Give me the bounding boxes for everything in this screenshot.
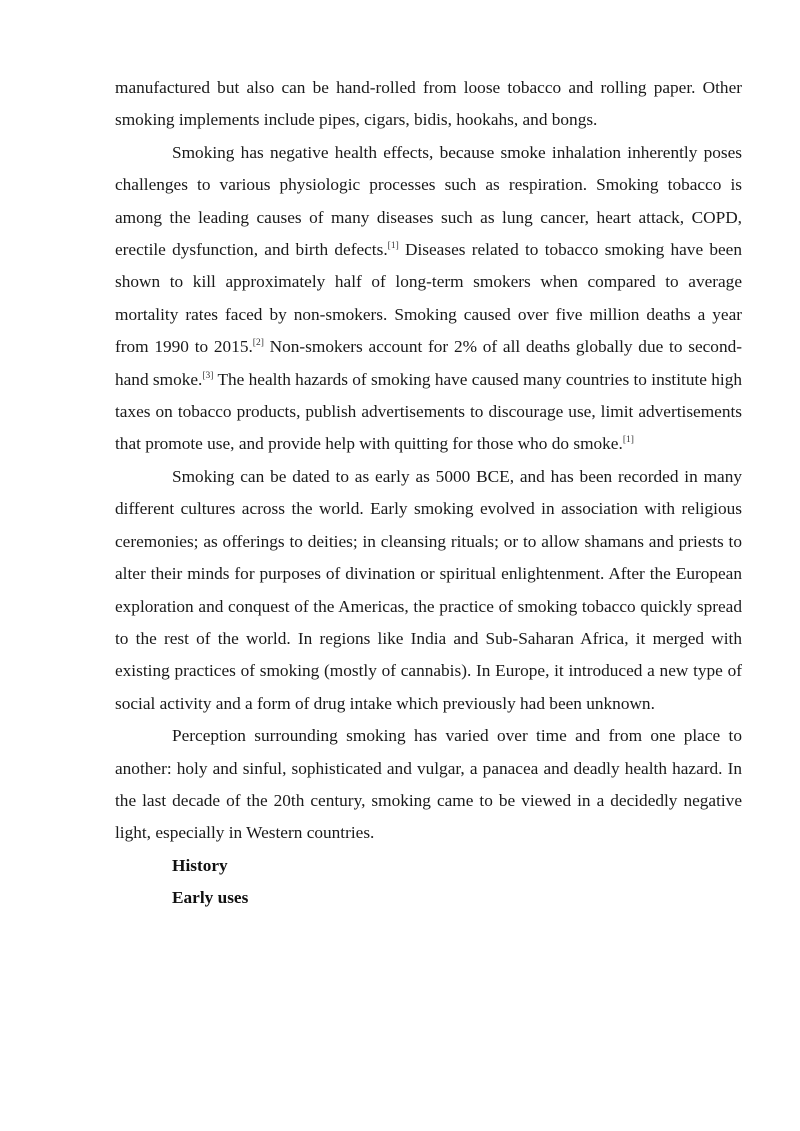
citation-ref[interactable]: [1]: [622, 435, 634, 446]
paragraph-text: Diseases related to tobacco smoking have been shown to kill approximately half of long-term smokers when compared to average mortality rates faced by non-smokers. Smoking caused over five million deaths a year from 1990 to 2015.: [115, 240, 742, 357]
paragraph-health-effects: [115, 137, 742, 461]
citation-ref[interactable]: [1]: [387, 241, 399, 252]
citation-ref[interactable]: [2]: [252, 338, 264, 349]
paragraph-text: The health hazards of smoking have caused many countries to institute high taxes on tobacco products, publish advertisements to discourage use, limit advertisements that promote use, and provide help with quitting for those who do smoke.: [115, 369, 742, 454]
document-body: [115, 72, 742, 915]
paragraph-text: Non-smokers account for 2% of all deaths globally due to second-hand smoke.: [115, 337, 742, 389]
paragraph-perception: [115, 720, 742, 850]
paragraph-text: Smoking has negative health effects, because smoke inhalation inherently poses challenges to various physiologic processes such as respiration. Smoking tobacco is among the leading causes of many diseases such as lung cancer, heart attack, COPD, erectile dysfunction, and birth defects.: [115, 142, 742, 260]
paragraph-text: Smoking can be dated to as early as 5000 BCE, and has been recorded in many different cultures across the world. Early smoking evolved in association with religious ceremonies; as offerings to deities; in cleansing rituals; or to allow shamans and priests to alter their minds for purposes of divination or spiritual enlightenment. After the European exploration and conquest of the Americas, the practice of smoking tobacco quickly spread to the rest of the world. In regions like India and Sub-Saharan Africa, it merged with existing practices of smoking (mostly of cannabis). In Europe, it introduced a new type of social activity and a form of drug intake which previously had been unknown.: [115, 466, 742, 713]
paragraph-text: Perception surrounding smoking has varied over time and from one place to another: holy and sinful, sophisticated and vulgar, a panacea and deadly health hazard. In the last decade of the 20th century, smoking came to be viewed in a decidedly negative light, especially in Western countries.: [115, 726, 742, 843]
paragraph-early-history: [115, 461, 742, 720]
paragraph-text: manufactured but also can be hand-rolled from loose tobacco and rolling paper. Other smoking implements include pipes, cigars, bidis, hookahs, and bongs.: [115, 78, 742, 130]
section-heading-history: History: [172, 855, 228, 875]
citation-ref[interactable]: [3]: [202, 370, 214, 381]
subsection-heading-early-uses: Early uses: [172, 888, 249, 908]
paragraph-intro-continuation: [115, 72, 742, 137]
